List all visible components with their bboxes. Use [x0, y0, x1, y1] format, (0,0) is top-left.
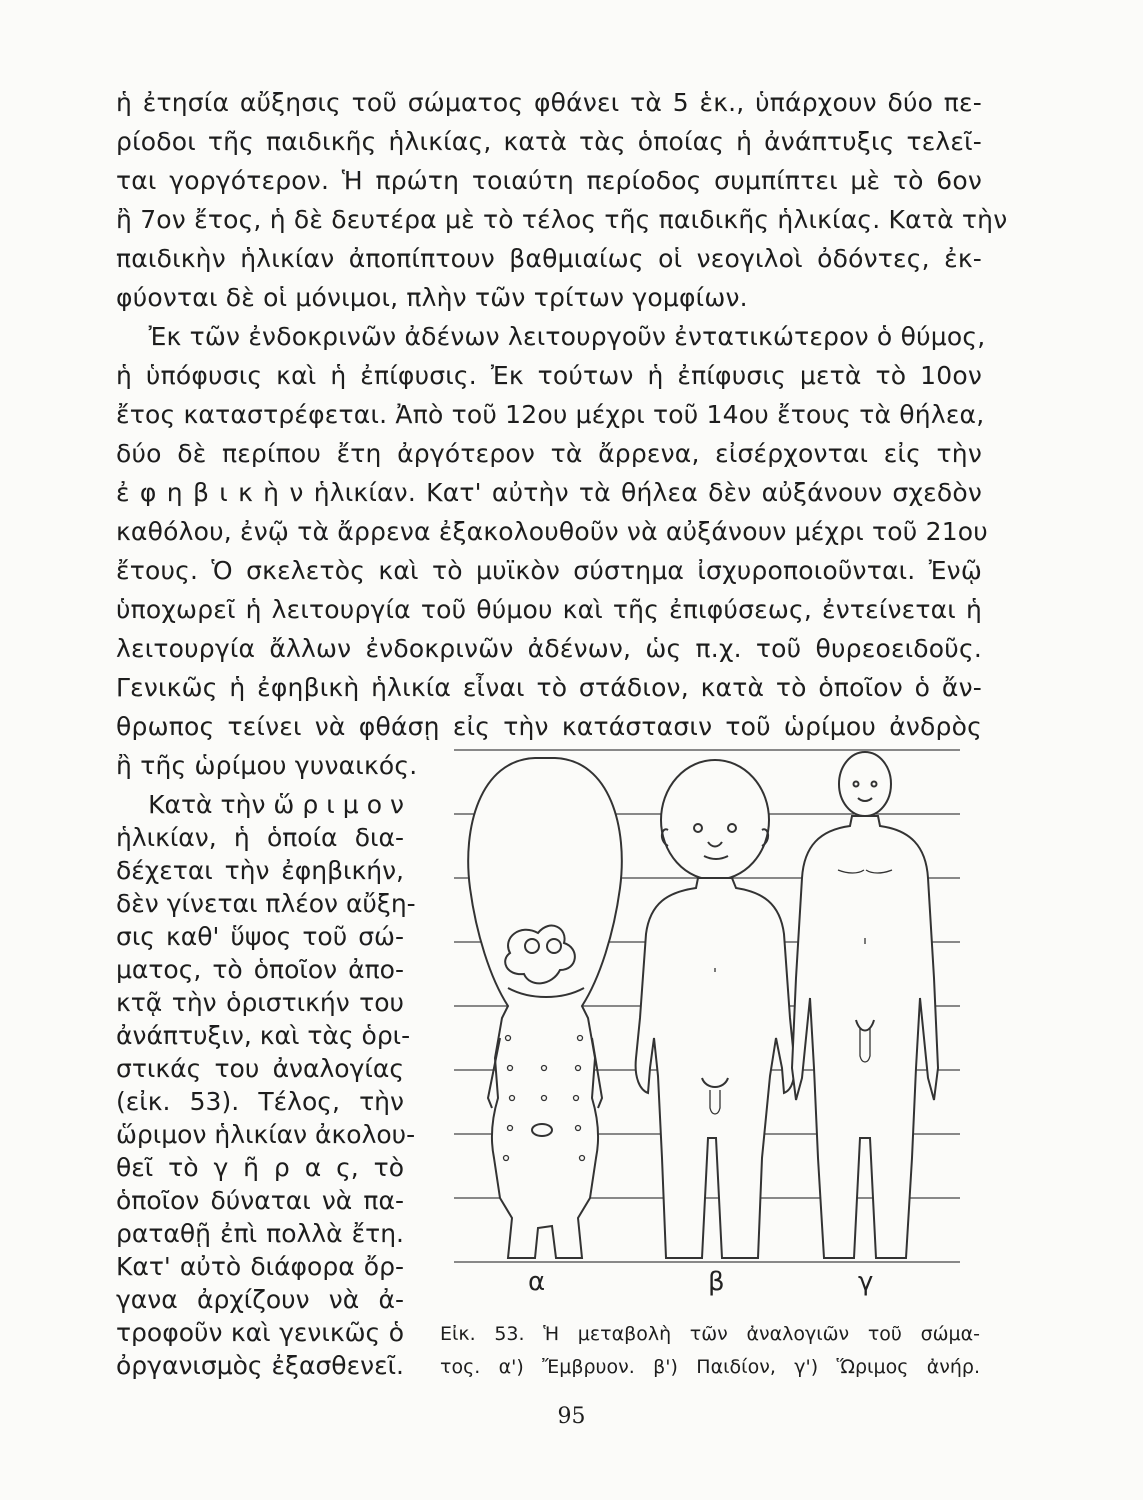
child-figure [636, 760, 795, 1258]
figure-caption-line: τος. α') Ἔμβρυον. β') Παιδίον, γ') Ὥριμος ἀνήρ. [440, 1356, 980, 1378]
column-line: δὲν γίνεται πλέον αὔξη- [116, 889, 416, 918]
proportions-illustration [440, 738, 970, 1298]
body-line: ἢ τῆς ὡρίμου γυναικός. [116, 751, 418, 780]
body-line: ἐ φ η β ι κ ὴ ν ἡλικίαν. Κατ' αὐτὴν τὰ θήλεα δὲν αὐξάνουν σχεδὸν [116, 478, 982, 507]
page-number: 95 [557, 1404, 586, 1429]
body-line: ἡ ὑπόφυσις καὶ ἡ ἐπίφυσις. Ἐκ τούτων ἡ ἐπίφυσις μετὰ τὸ 10ον [116, 361, 982, 390]
column-line: ὥριμον ἡλικίαν ἀκολου- [116, 1120, 416, 1149]
figure-label-a: α [528, 1267, 546, 1297]
column-line: ὀργανισμὸς ἐξασθενεῖ. [116, 1351, 404, 1380]
body-proportions-figure [440, 738, 970, 1298]
column-line: τροφοῦν καὶ γενικῶς ὁ [116, 1318, 404, 1347]
column-line: Κατ' αὐτὸ διάφορα ὄρ- [116, 1252, 404, 1281]
body-line: ἔτους. Ὁ σκελετὸς καὶ τὸ μυϊκὸν σύστημα ἰσχυροποιοῦνται. Ἐνῷ [116, 556, 982, 585]
column-line: (εἰκ. 53). Τέλος, τὴν [116, 1087, 404, 1116]
body-line: Γενικῶς ἡ ἐφηβικὴ ἡλικία εἶναι τὸ στάδιον, κατὰ τὸ ὁποῖον ὁ ἄν- [116, 673, 982, 702]
column-line: γανα ἀρχίζουν νὰ ἀ- [116, 1285, 404, 1314]
column-line: σις καθ' ὕψος τοῦ σώ- [116, 922, 404, 951]
body-line: Ἐκ τῶν ἐνδοκρινῶν ἀδένων λειτουργοῦν ἐντατικώτερον ὁ θύμος, [116, 322, 986, 351]
body-line: φύονται δὲ οἱ μόνιμοι, πλὴν τῶν τρίτων γομφίων. [116, 283, 748, 312]
figure-label-b: β [708, 1267, 725, 1297]
body-line: καθόλου, ἐνῷ τὰ ἄρρενα ἐξακολουθοῦν νὰ αὐξάνουν μέχρι τοῦ 21ου [116, 517, 988, 546]
figure-label-c: γ [858, 1267, 874, 1297]
figure-caption-line: Εἰκ. 53. Ἡ μεταβολὴ τῶν ἀναλογιῶν τοῦ σώμα- [440, 1323, 980, 1345]
column-line: Κατὰ τὴν ὥ ρ ι μ ο ν [116, 790, 404, 819]
column-line: ραταθῇ ἐπὶ πολλὰ ἔτη. [116, 1219, 404, 1248]
body-line: δύο δὲ περίπου ἔτη ἀργότερον τὰ ἄρρενα, εἰσέρχονται εἰς τὴν [116, 439, 982, 468]
body-line: θρωπος τείνει νὰ φθάσῃ εἰς τὴν κατάστασιν τοῦ ὡρίμου ἀνδρὸς [116, 712, 982, 741]
column-line: ὁποῖον δύναται νὰ πα- [116, 1186, 404, 1215]
column-line: ἡλικίαν, ἡ ὁποία δια- [116, 823, 404, 852]
body-line: ἢ 7ον ἔτος, ἡ δὲ δευτέρα μὲ τὸ τέλος τῆς παιδικῆς ἡλικίας. Κατὰ τὴν [116, 205, 1008, 234]
adult-figure [792, 752, 938, 1258]
body-line: ὑποχωρεῖ ἡ λειτουργία τοῦ θύμου καὶ τῆς ἐπιφύσεως, ἐντείνεται ἡ [116, 595, 982, 624]
body-line: ἔτος καταστρέφεται. Ἀπὸ τοῦ 12ου μέχρι τοῦ 14ου ἔτους τὰ θήλεα, [116, 400, 985, 429]
column-line: στικάς του ἀναλογίας [116, 1054, 404, 1083]
column-line: κτᾷ τὴν ὁριστικήν του [116, 988, 404, 1017]
column-line: ἀνάπτυξιν, καὶ τὰς ὁρι- [116, 1021, 411, 1050]
body-line: ται γοργότερον. Ἡ πρώτη τοιαύτη περίοδος συμπίπτει μὲ τὸ 6ον [116, 166, 982, 195]
column-line: ματος, τὸ ὁποῖον ἀπο- [116, 955, 404, 984]
body-line: λειτουργία ἄλλων ἐνδοκρινῶν ἀδένων, ὡς π.χ. τοῦ θυρεοειδοῦς. [116, 634, 982, 663]
body-line: ἡ ἐτησία αὔξησις τοῦ σώματος φθάνει τὰ 5 ἑκ., ὑπάρχουν δύο πε- [116, 88, 982, 117]
body-line: ρίοδοι τῆς παιδικῆς ἡλικίας, κατὰ τὰς ὁποίας ἡ ἀνάπτυξις τελεῖ- [116, 127, 982, 156]
column-line: θεῖ τὸ γ ῆ ρ α ς, τὸ [116, 1153, 404, 1182]
column-line: δέχεται τὴν ἐφηβικήν, [116, 856, 404, 885]
body-line: παιδικὴν ἡλικίαν ἀποπίπτουν βαθμιαίως οἱ νεογιλοὶ ὀδόντες, ἐκ- [116, 244, 982, 273]
embryo-figure [468, 758, 622, 1258]
